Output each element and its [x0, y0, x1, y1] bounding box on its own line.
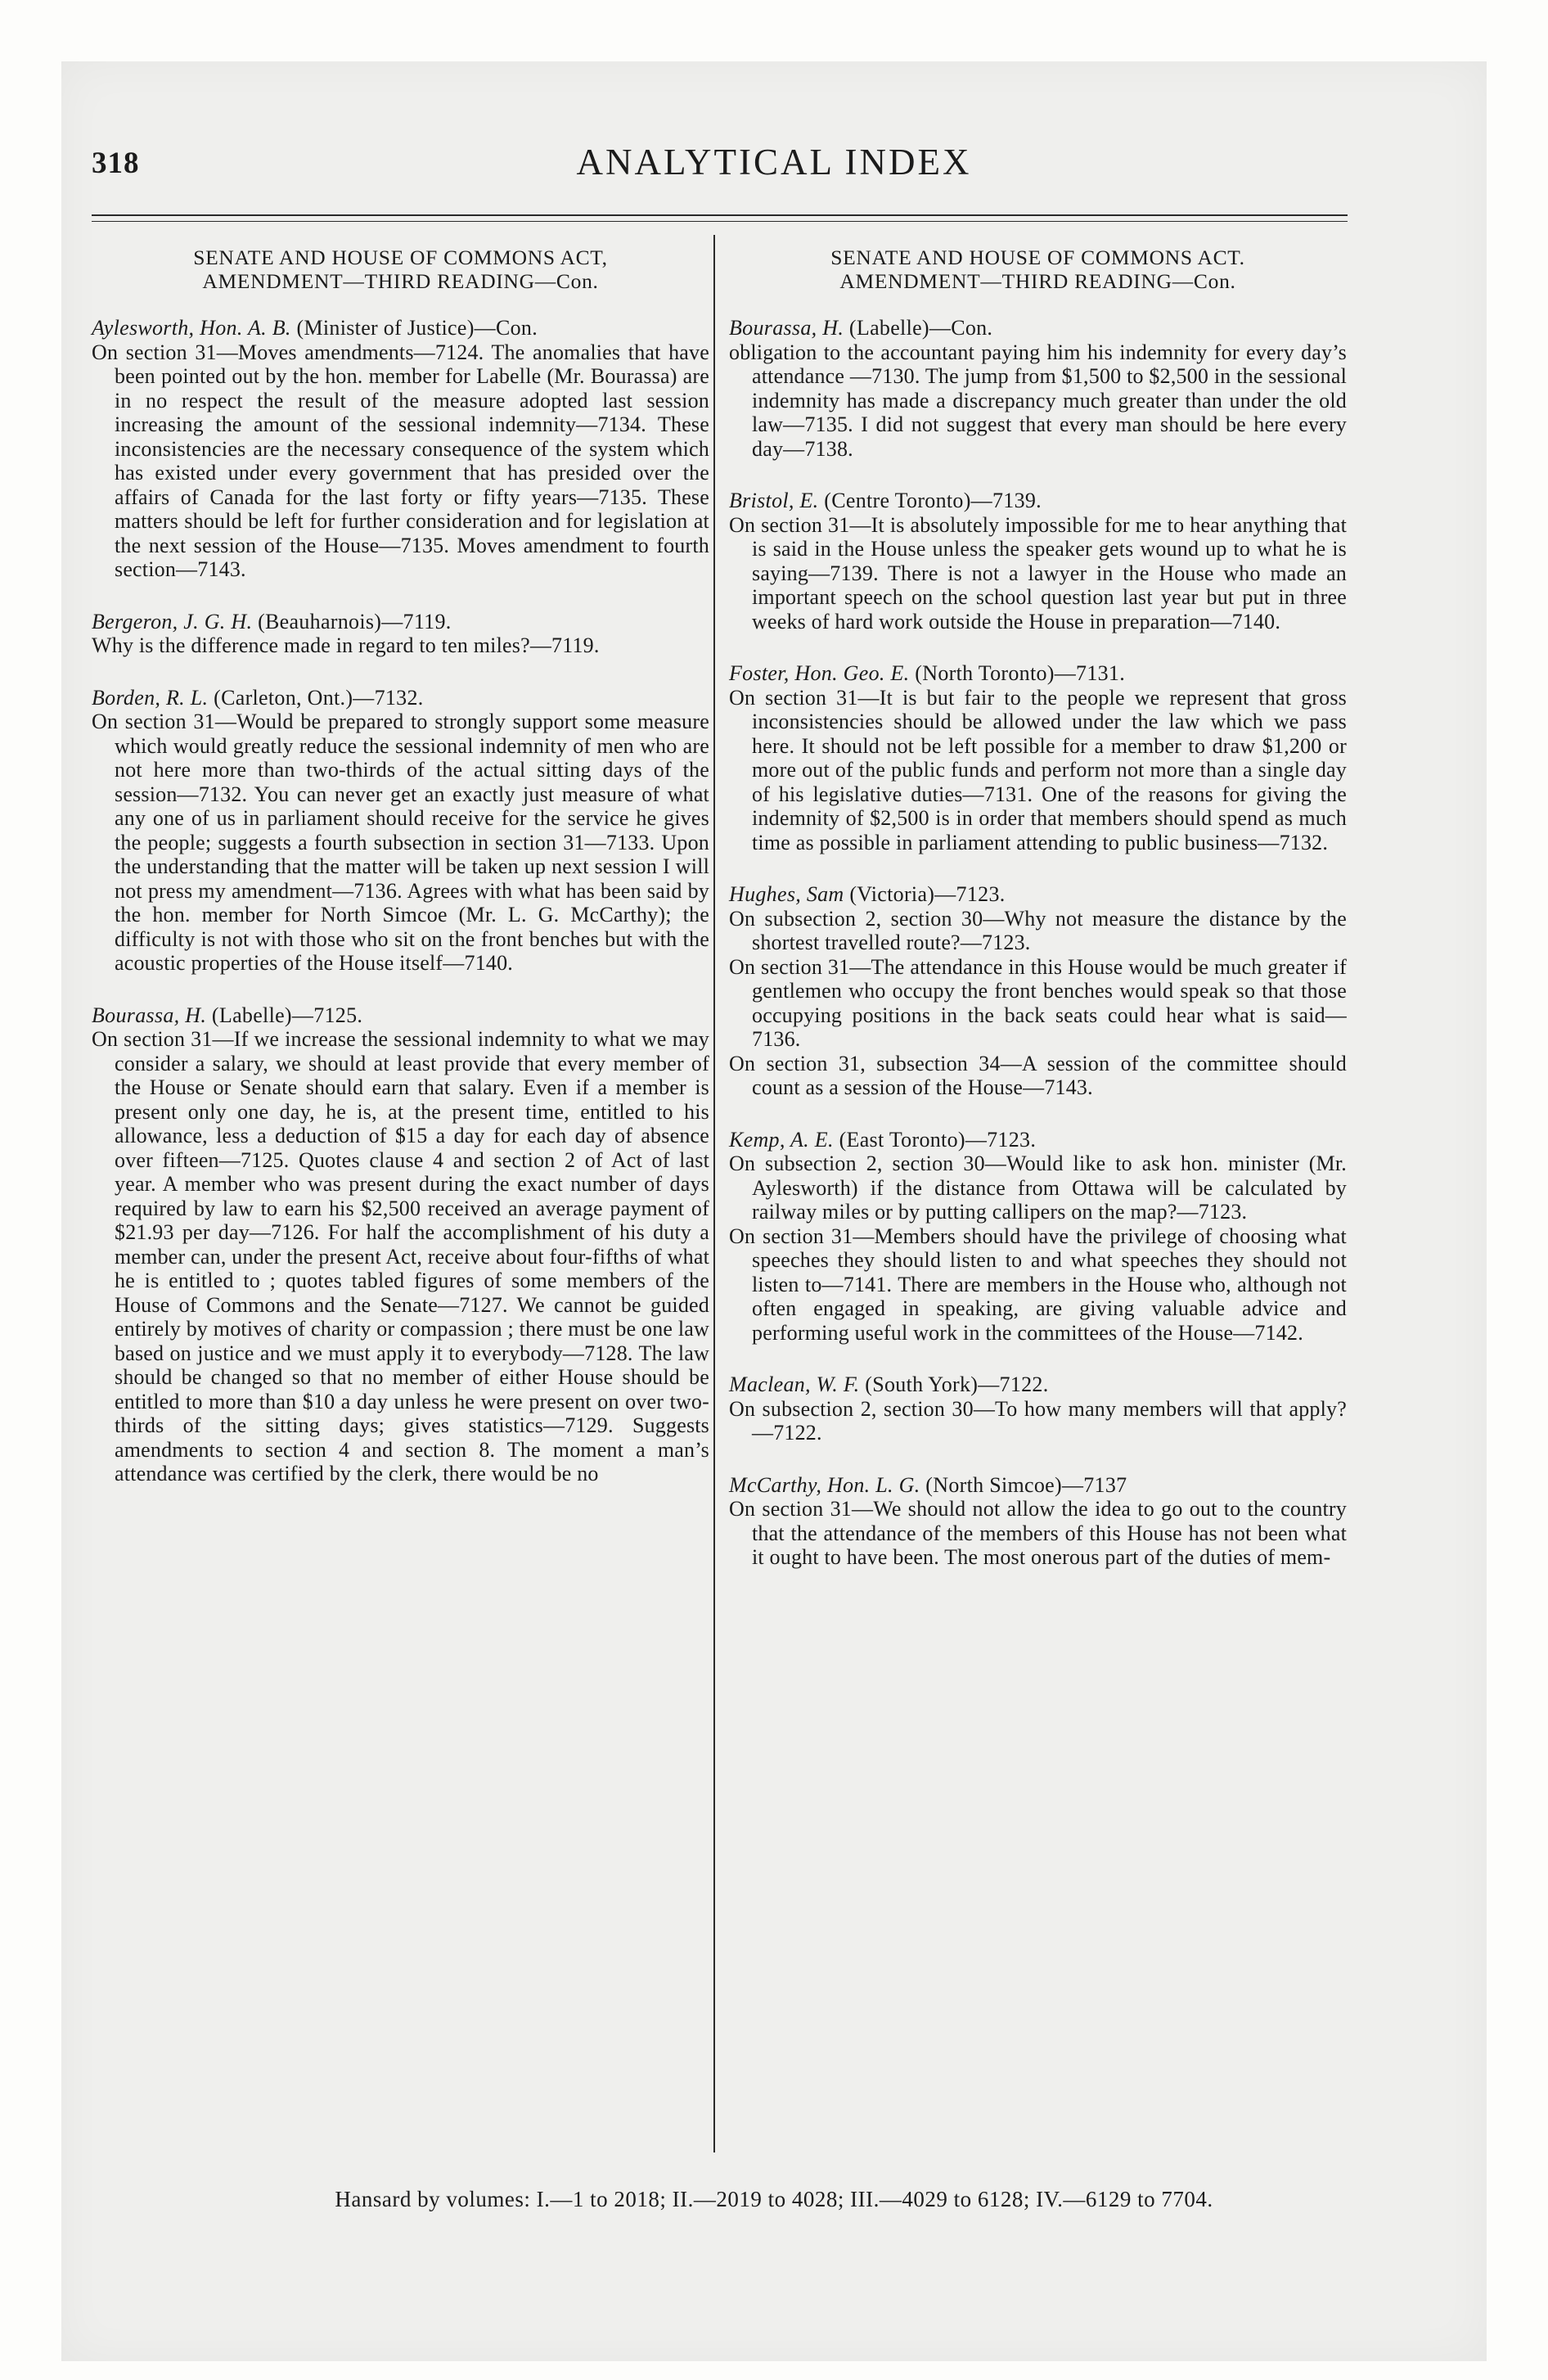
member-line — [92, 686, 709, 710]
member-name: Bourassa, H. — [729, 316, 844, 340]
right-column — [729, 246, 1347, 1598]
member-line — [729, 661, 1347, 686]
member-constituency: (Centre Toronto)—7139. — [818, 489, 1042, 512]
member-name: Bergeron, J. G. H. — [92, 609, 253, 633]
header-rule-top — [92, 214, 1348, 216]
entry-text: On subsection 2, section 30—Would like to ask hon. minister (Mr. Aylesworth) if the distance from Ottawa will be calculated by railway miles or by putting callipers on the map?—7123. — [729, 1152, 1347, 1224]
member-line — [729, 1373, 1347, 1397]
member-name: Bristol, E. — [729, 489, 819, 512]
member-name: Aylesworth, Hon. A. B. — [92, 316, 291, 340]
entry-text: On section 31—It is absolutely impossible for me to hear anything that is said in the House unless the speaker gets wound up to what he is saying—7139. There is not a lawyer in the House who made an important speech on the school question last year but put in three weeks of hard work outside the House in preparation—7140. — [729, 512, 1347, 633]
entry-text: On section 31—We should not allow the idea to go out to the country that the attendance of the members of this House has not been what it ought to have been. The most onerous part of the duties of mem- — [729, 1497, 1347, 1569]
running-head: ANALYTICAL INDEX — [576, 142, 972, 183]
index-entry — [92, 686, 709, 976]
volumes-footer: Hansard by volumes: I.—1 to 2018; II.—2019 to 4028; III.—4029 to 6128; IV.—6129 to 7704. — [335, 2187, 1213, 2211]
right-heading-line2: AMENDMENT—THIRD READING—Con. — [839, 269, 1236, 293]
member-constituency: (Labelle)—Con. — [844, 316, 993, 340]
index-entry — [729, 1128, 1347, 1346]
index-entry — [92, 316, 709, 582]
member-constituency: (Minister of Justice)—Con. — [290, 316, 538, 340]
member-line — [729, 1128, 1347, 1152]
member-line — [729, 489, 1347, 513]
index-entry — [92, 610, 709, 658]
header-rule-bottom — [92, 221, 1348, 222]
index-entry — [729, 489, 1347, 633]
member-name: Maclean, W. F. — [729, 1373, 860, 1396]
member-name: Borden, R. L. — [92, 685, 209, 710]
member-name: McCarthy, Hon. L. G. — [729, 1472, 920, 1497]
right-heading-line1: SENATE AND HOUSE OF COMMONS ACT. — [830, 246, 1245, 269]
left-heading-line1: SENATE AND HOUSE OF COMMONS ACT, — [193, 246, 608, 269]
member-line — [92, 316, 709, 340]
index-entry — [729, 1373, 1347, 1445]
index-entry — [729, 1473, 1347, 1570]
column-divider — [713, 235, 715, 2152]
member-constituency: (South York)—7122. — [859, 1373, 1049, 1396]
right-column-heading — [729, 246, 1347, 293]
member-name: Foster, Hon. Geo. E. — [729, 661, 910, 685]
index-entry — [729, 316, 1347, 461]
index-entry — [729, 882, 1347, 1100]
member-constituency: (North Simcoe)—7137 — [920, 1472, 1127, 1497]
member-constituency: (Beauharnois)—7119. — [252, 609, 452, 633]
entry-text: On section 31—Moves amendments—7124. The anomalies that have been pointed out by the hon. member for Labelle (Mr. Bourassa) are in no respect the result of the measure adopted last session increasing the amount of the sessional indemnity—7134. These inconsistencies are the necessary consequence of the system which has existed under every government that has presided over the affairs of Canada for the last forty or fifty years—7135. These matters should be left for further consideration and for legislation at the next session of the House—7135. Moves amendment to fourth section—7143. — [92, 340, 709, 581]
index-entry — [729, 661, 1347, 854]
left-column-heading — [92, 246, 709, 293]
left-heading-line2: AMENDMENT—THIRD READING—Con. — [202, 269, 599, 293]
entry-text: On section 31—The attendance in this House would be much greater if gentlemen who occupy the front benches would speak so that those occupying positions in the back seats could hear what is said—7136. — [729, 954, 1347, 1051]
entry-text: On subsection 2, section 30—Why not measure the distance by the shortest travelled route?—7123. — [729, 906, 1347, 954]
member-line — [729, 1473, 1347, 1498]
index-entry — [92, 1003, 709, 1486]
entry-text: On section 31—Members should have the privilege of choosing what speeches they should listen to and what speeches they should not listen to—7141. There are members in the House who, although not often engaged in speaking, are giving valuable advice and performing useful work in the committees of the House—7142. — [729, 1224, 1347, 1345]
member-constituency: (Labelle)—7125. — [206, 1003, 363, 1027]
member-name: Kemp, A. E. — [729, 1127, 834, 1152]
member-constituency: (Victoria)—7123. — [844, 882, 1006, 906]
entry-text: On subsection 2, section 30—To how many members will that apply?—7122. — [729, 1396, 1347, 1445]
member-constituency: (Carleton, Ont.)—7132. — [208, 685, 424, 710]
left-entries — [92, 316, 709, 1486]
member-name: Bourassa, H. — [92, 1003, 207, 1027]
page-number: 318 — [92, 146, 140, 180]
entry-text: obligation to the accountant paying him his indemnity for every day’s attendance —7130. The jump from $1,500 to $2,500 in the sessional indemnity has made a discrepancy much greater than under the old law—7135. I did not suggest that every man should be here every day—7138. — [729, 340, 1347, 461]
member-line — [92, 610, 709, 634]
member-line — [92, 1003, 709, 1028]
right-entries — [729, 316, 1347, 1570]
member-name: Hughes, Sam — [729, 882, 844, 906]
member-constituency: (East Toronto)—7123. — [833, 1127, 1037, 1152]
entry-text: Why is the difference made in regard to ten miles?—7119. — [92, 633, 600, 657]
member-constituency: (North Toronto)—7131. — [909, 661, 1126, 685]
left-column — [92, 246, 709, 1514]
entry-text: On section 31—It is but fair to the people we represent that gross inconsistencies should be allowed under the law which we pass here. It should not be left possible for a member to draw $1,200 or more out of the public funds and perform not more than a single day of his legislative duties—7131. One of the reasons for giving the indemnity of $2,500 is in order that members should spend as much time as possible in parliament attending to public business—7132. — [729, 685, 1347, 854]
member-line — [729, 316, 1347, 340]
entry-text: On section 31, subsection 34—A session of the committee should count as a session of the House—7143. — [729, 1051, 1347, 1099]
entry-text: On section 31—Would be prepared to strongly support some measure which would greatly reduce the sessional indemnity of men who are not here more than two-thirds of the actual sitting days of the session—7132. You can never get an exactly just measure of what any one of us in parliament should receive for the service he gives the people; suggests a fourth subsection in section 31—7133. Upon the understanding that the matter will be taken up next session I will not press my amendment—7136. Agrees with what has been said by the hon. member for North Simcoe (Mr. L. G. McCarthy); the difficulty is not with those who sit on the front benches but with the acoustic properties of the House itself—7140. — [92, 710, 709, 975]
entry-text: On section 31—If we increase the sessional indemnity to what we may consider a salary, we should at least provide that every member of the House or Senate should earn that salary. Even if a member is present only one day, he is, at the present time, entitled to his allowance, less a deduction of $15 a day for each day of absence over fifteen—7125. Quotes clause 4 and section 2 of Act of last year. A member who was present during the exact number of days required by law to earn his $2,500 received an average payment of $21.93 per day—7126. For half the accomplishment of his duty a member can, under the present Act, receive about four-fifths of what he is entitled to ; quotes tabled figures of some members of the House of Commons and the Senate—7127. We cannot be guided entirely by motives of charity or compassion ; there must be one law based on justice and we must apply it to everybody—7128. The law should be changed so that no member of either House should be entitled to more than $10 a day unless he were present on over two-thirds of the sitting days; gives statistics—7129. Suggests amendments to section 4 and section 8. The moment a man’s attendance was certified by the clerk, there would be no — [92, 1027, 709, 1485]
member-line — [729, 882, 1347, 907]
